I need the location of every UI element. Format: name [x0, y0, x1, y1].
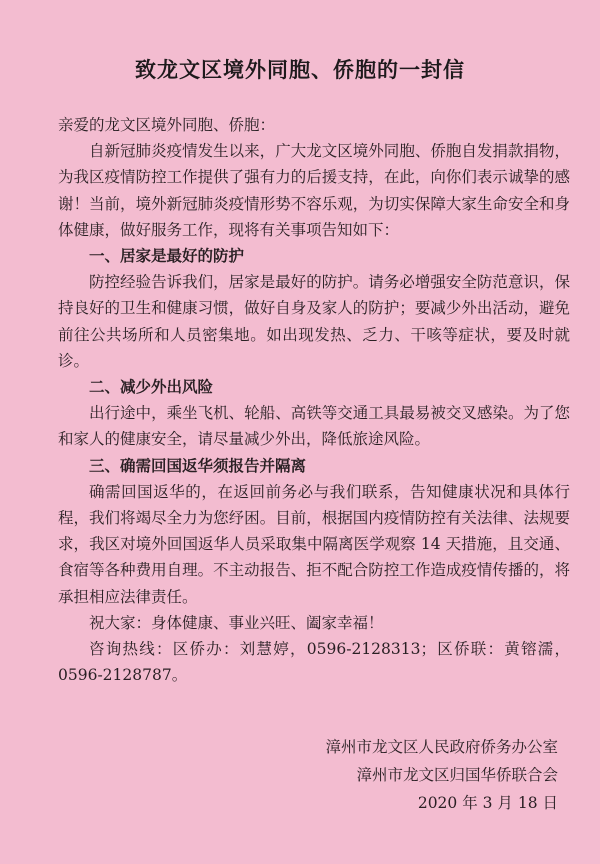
- intro-paragraph: 自新冠肺炎疫情发生以来，广大龙文区境外同胞、侨胞自发捐款捐物，为我区疫情防控工作提供了强有力的后援支持，在此，向你们表示诚挚的感谢！当前，境外新冠肺炎疫情形势不容乐观，为切实保障大家生命安全和身体健康，做好服务工作，现将有关事项告知如下：: [58, 142, 570, 239]
- hotline-paragraph: 咨询热线：区侨办：刘慧婷，0596-2128313；区侨联：黄镕濡，0596-2128787。: [58, 640, 570, 685]
- letter-title: 致龙文区境外同胞、侨胞的一封信: [135, 58, 465, 82]
- section-heading: 三、确需回国返华须报告并隔离: [89, 456, 307, 475]
- section-paragraph: 出行途中，乘坐飞机、轮船、高铁等交通工具最易被交叉感染。为了您和家人的健康安全，请尽量减少外出，降低旅途风险。: [58, 404, 570, 449]
- section-heading: 一、居家是最好的防护: [89, 247, 245, 266]
- section-paragraph: 防控经验告诉我们，居家是最好的防护。请务必增强安全防范意识，保持良好的卫生和健康习惯，做好自身及家人的防护；要减少外出活动，避免前往公共场所和人员密集地。如出现发热、乏力、干咳等症状，要及时就诊。: [58, 273, 570, 370]
- section-paragraph: 确需回国返华的，在返回前务必与我们联系，告知健康状况和具体行程，我们将竭尽全力为您纾困。目前，根据国内疫情防控有关法律、法规要求，我区对境外回国返华人员采取集中隔离医学观察 14 天措施，且交通、食宿等各种费用自理。不主动报告、拒不配合防控工作造成疫情传播的，将承担相应法律责任。: [58, 482, 570, 606]
- signature-date: 2020 年 3 月 18 日: [417, 794, 558, 812]
- signature-org-2: 漳州市龙文区归国华侨联合会: [356, 766, 558, 784]
- salutation: 亲爱的龙文区境外同胞、侨胞：: [58, 116, 276, 134]
- section-heading: 二、减少外出风险: [89, 378, 214, 397]
- signature-block: [325, 733, 558, 817]
- signature-org-1: 漳州市龙文区人民政府侨务办公室: [325, 738, 558, 756]
- wishes-line: 祝大家：身体健康、事业兴旺、阖家幸福！: [89, 613, 384, 632]
- letter-body: [58, 112, 570, 688]
